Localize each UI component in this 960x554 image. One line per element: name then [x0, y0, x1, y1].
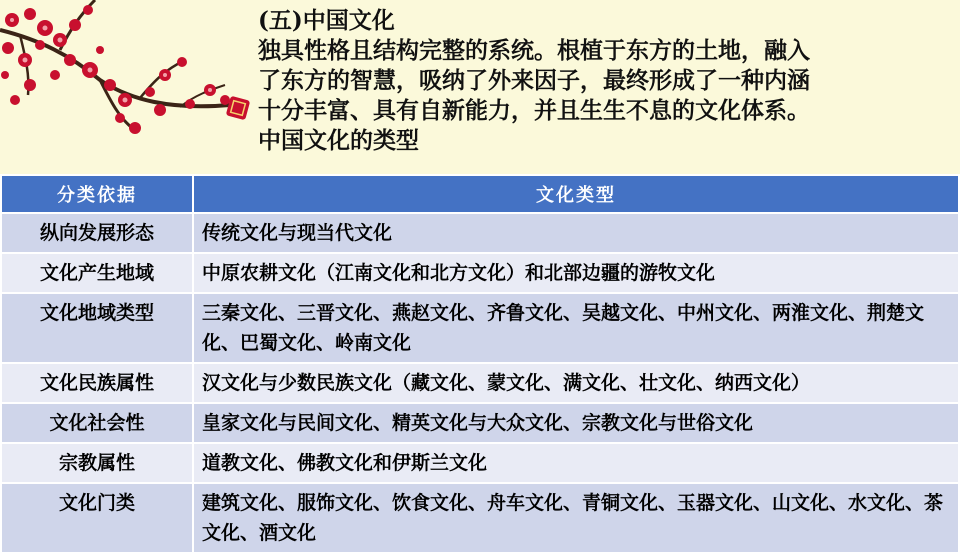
plum-blossom-decoration	[0, 0, 250, 160]
header-types: 文化类型	[193, 175, 959, 213]
section-heading: (五)中国文化	[258, 7, 395, 34]
table-caption: 中国文化的类型	[258, 127, 419, 154]
culture-types-table	[0, 174, 960, 554]
table-row	[1, 293, 959, 363]
table-row	[1, 483, 959, 553]
row-basis: 文化地域类型	[1, 293, 193, 363]
row-types: 建筑文化、服饰文化、饮食文化、舟车文化、青铜文化、玉器文化、山文化、水文化、茶文化、酒文化	[193, 483, 959, 553]
header-basis: 分类依据	[1, 175, 193, 213]
table-row	[1, 213, 959, 253]
row-basis: 文化门类	[1, 483, 193, 553]
table-row	[1, 253, 959, 293]
intro-line: 十分丰富、具有自新能力，并且生生不息的文化体系。	[258, 97, 810, 124]
row-types: 三秦文化、三晋文化、燕赵文化、齐鲁文化、吴越文化、中州文化、两淮文化、荆楚文化、巴蜀文化、岭南文化	[193, 293, 959, 363]
row-types: 汉文化与少数民族文化（藏文化、蒙文化、满文化、壮文化、纳西文化）	[193, 363, 959, 403]
intro-line: 了东方的智慧，吸纳了外来因子，最终形成了一种内涵	[258, 67, 810, 94]
intro-text	[258, 6, 948, 156]
row-basis: 文化社会性	[1, 403, 193, 443]
row-types: 中原农耕文化（江南文化和北方文化）和北部边疆的游牧文化	[193, 253, 959, 293]
row-types: 传统文化与现当代文化	[193, 213, 959, 253]
row-types: 皇家文化与民间文化、精英文化与大众文化、宗教文化与世俗文化	[193, 403, 959, 443]
table-row	[1, 363, 959, 403]
row-types: 道教文化、佛教文化和伊斯兰文化	[193, 443, 959, 483]
row-basis: 文化民族属性	[1, 363, 193, 403]
table-row	[1, 403, 959, 443]
row-basis: 文化产生地域	[1, 253, 193, 293]
row-basis: 宗教属性	[1, 443, 193, 483]
intro-line: 独具性格且结构完整的系统。根植于东方的土地，融入	[258, 37, 810, 64]
table-row	[1, 443, 959, 483]
row-basis: 纵向发展形态	[1, 213, 193, 253]
table-header-row	[1, 175, 959, 213]
